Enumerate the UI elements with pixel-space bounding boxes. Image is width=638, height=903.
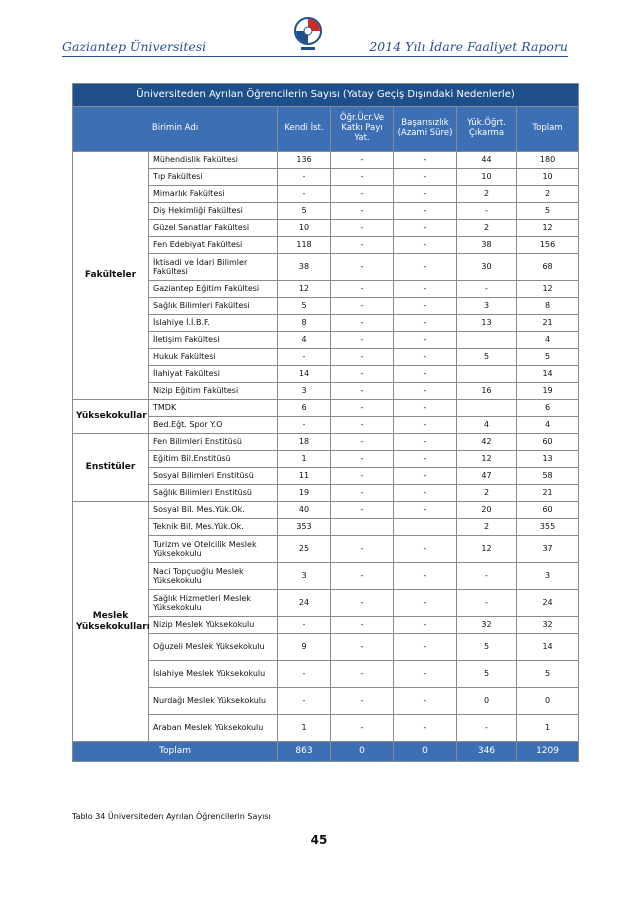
cell: 2 (457, 519, 517, 536)
cell: 4 (517, 332, 579, 349)
cell: 18 (278, 434, 331, 451)
cell: 38 (278, 254, 331, 281)
page-number: 45 (310, 833, 328, 847)
cell: - (278, 186, 331, 203)
cell: 136 (278, 152, 331, 169)
cell: - (394, 634, 457, 661)
cell: - (331, 366, 394, 383)
cell (457, 332, 517, 349)
unit-name: İslahiye İ.İ.B.F. (149, 315, 278, 332)
cell: 12 (517, 281, 579, 298)
cell: 4 (457, 417, 517, 434)
cell: - (331, 468, 394, 485)
cell: 1 (517, 715, 579, 742)
table-row (73, 661, 579, 688)
header-dismissal: Yük.Öğrt. Çıkarma (457, 107, 517, 152)
cell: 13 (457, 315, 517, 332)
cell (394, 519, 457, 536)
unit-name: Oğuzeli Meslek Yüksekokulu (149, 634, 278, 661)
table-row (73, 186, 579, 203)
unit-name: Gaziantep Eğitim Fakültesi (149, 281, 278, 298)
cell: - (331, 254, 394, 281)
group-vocational-schools: Meslek Yüksekokulları (73, 502, 149, 742)
cell: - (331, 237, 394, 254)
header-own-request: Kendi İst. (278, 107, 331, 152)
cell: 0 (457, 688, 517, 715)
cell: 118 (278, 237, 331, 254)
cell: 6 (278, 400, 331, 417)
unit-name: Naci Topçuoğlu Meslek Yüksekokulu (149, 563, 278, 590)
unit-name: Sağlık Bilimleri Enstitüsü (149, 485, 278, 502)
table-row (73, 332, 579, 349)
cell: - (394, 536, 457, 563)
cell: - (331, 169, 394, 186)
table-caption: Tablo 34 Üniversiteden Ayrılan Öğrencilerin Sayısı (72, 812, 271, 821)
cell: 19 (517, 383, 579, 400)
cell: 19 (278, 485, 331, 502)
cell: - (394, 617, 457, 634)
cell: - (331, 688, 394, 715)
cell: - (331, 434, 394, 451)
cell: 3 (278, 563, 331, 590)
unit-name: Güzel Sanatlar Fakültesi (149, 220, 278, 237)
cell: - (331, 634, 394, 661)
departures-table (72, 83, 579, 762)
unit-name: Nurdağı Meslek Yüksekokulu (149, 688, 278, 715)
cell: 24 (517, 590, 579, 617)
cell: - (331, 590, 394, 617)
cell: - (394, 383, 457, 400)
unit-name: Fen Bilimleri Enstitüsü (149, 434, 278, 451)
cell: - (394, 254, 457, 281)
table-row (73, 254, 579, 281)
cell: 20 (457, 502, 517, 519)
cell: 353 (278, 519, 331, 536)
table-row (73, 169, 579, 186)
unit-name: Eğitim Bil.Enstitüsü (149, 451, 278, 468)
cell: - (331, 186, 394, 203)
unit-name: İlahiyat Fakültesi (149, 366, 278, 383)
cell: - (331, 502, 394, 519)
table-row (73, 237, 579, 254)
cell: 1 (278, 451, 331, 468)
cell (457, 366, 517, 383)
cell: 58 (517, 468, 579, 485)
total-failure: 0 (394, 742, 457, 762)
cell: 3 (457, 298, 517, 315)
cell: 11 (278, 468, 331, 485)
cell: - (394, 688, 457, 715)
cell: 60 (517, 502, 579, 519)
header-right-title: 2014 Yılı İdare Faaliyet Raporu (369, 39, 568, 54)
cell: 13 (517, 451, 579, 468)
cell: - (278, 417, 331, 434)
unit-name: Sağlık Hizmetleri Meslek Yüksekokulu (149, 590, 278, 617)
cell: 10 (278, 220, 331, 237)
cell: 44 (457, 152, 517, 169)
table-row (73, 485, 579, 502)
cell: 5 (457, 634, 517, 661)
cell: 12 (517, 220, 579, 237)
cell: 9 (278, 634, 331, 661)
unit-name: Sosyal Bil. Mes.Yük.Ok. (149, 502, 278, 519)
cell: - (331, 281, 394, 298)
cell: 156 (517, 237, 579, 254)
cell: 2 (517, 186, 579, 203)
table-row (73, 298, 579, 315)
cell: 14 (278, 366, 331, 383)
cell: - (457, 590, 517, 617)
cell: - (394, 220, 457, 237)
cell: - (331, 315, 394, 332)
cell: - (394, 563, 457, 590)
cell: - (394, 434, 457, 451)
cell: - (278, 617, 331, 634)
table-row (73, 590, 579, 617)
unit-name: Mühendislik Fakültesi (149, 152, 278, 169)
cell: 47 (457, 468, 517, 485)
cell: - (394, 366, 457, 383)
cell: 24 (278, 590, 331, 617)
header-left-title: Gaziantep Üniversitesi (62, 39, 207, 54)
unit-name: Sosyal Bilimleri Enstitüsü (149, 468, 278, 485)
cell: 12 (278, 281, 331, 298)
group-institutes: Enstitüler (73, 434, 149, 502)
cell: - (394, 468, 457, 485)
cell: - (278, 661, 331, 688)
cell: - (457, 563, 517, 590)
unit-name: Sağlık Bilimleri Fakültesi (149, 298, 278, 315)
unit-name: Hukuk Fakültesi (149, 349, 278, 366)
group-schools: Yüksekokullar (73, 400, 149, 434)
total-dismissal: 346 (457, 742, 517, 762)
unit-name: Teknik Bil. Mes.Yük.Ok. (149, 519, 278, 536)
header-unit: Birimin Adı (73, 107, 278, 152)
cell: - (331, 451, 394, 468)
table-row (73, 688, 579, 715)
unit-name: Araban Meslek Yüksekokulu (149, 715, 278, 742)
cell: 8 (278, 315, 331, 332)
table-row (73, 220, 579, 237)
cell: 3 (517, 563, 579, 590)
cell: 40 (278, 502, 331, 519)
table-row (73, 203, 579, 220)
cell: - (331, 152, 394, 169)
cell: 5 (517, 349, 579, 366)
cell: - (457, 203, 517, 220)
cell (457, 400, 517, 417)
table-row (73, 417, 579, 434)
cell: - (394, 203, 457, 220)
cell: - (394, 332, 457, 349)
table-row (73, 400, 579, 417)
cell: - (394, 715, 457, 742)
cell: - (331, 203, 394, 220)
table-row (73, 715, 579, 742)
cell: 2 (457, 186, 517, 203)
table-row (73, 468, 579, 485)
cell: 5 (278, 298, 331, 315)
table-row (73, 634, 579, 661)
table-row (73, 315, 579, 332)
table-row (73, 383, 579, 400)
unit-name: Nizip Meslek Yüksekokulu (149, 617, 278, 634)
cell: 5 (278, 203, 331, 220)
cell: - (394, 590, 457, 617)
cell: - (394, 237, 457, 254)
cell: - (394, 417, 457, 434)
unit-name: İktisadi ve İdari Bilimler Fakültesi (149, 254, 278, 281)
header-fee: Öğr.Ücr.Ve Katkı Payı Yat. (331, 107, 394, 152)
cell: - (394, 349, 457, 366)
unit-name: Turizm ve Otelcilik Meslek Yüksekokulu (149, 536, 278, 563)
table-row (73, 434, 579, 451)
table-row (73, 366, 579, 383)
cell: 10 (517, 169, 579, 186)
unit-name: İslahiye Meslek Yüksekokulu (149, 661, 278, 688)
cell (331, 519, 394, 536)
unit-name: Mimarlık Fakültesi (149, 186, 278, 203)
university-logo-icon (291, 14, 325, 54)
header-total: Toplam (517, 107, 579, 152)
table-row (73, 563, 579, 590)
cell: - (278, 349, 331, 366)
cell: 10 (457, 169, 517, 186)
cell: 21 (517, 315, 579, 332)
cell: - (394, 169, 457, 186)
cell: 5 (457, 349, 517, 366)
total-sum: 1209 (517, 742, 579, 762)
cell: - (394, 315, 457, 332)
cell: 2 (457, 220, 517, 237)
cell: - (394, 152, 457, 169)
cell: - (331, 617, 394, 634)
cell: 8 (517, 298, 579, 315)
total-fee: 0 (331, 742, 394, 762)
table-row (73, 451, 579, 468)
table-row (73, 349, 579, 366)
cell: - (331, 715, 394, 742)
cell: - (278, 169, 331, 186)
cell: 355 (517, 519, 579, 536)
cell: 5 (517, 661, 579, 688)
table-row (73, 536, 579, 563)
cell: 25 (278, 536, 331, 563)
cell: - (394, 186, 457, 203)
unit-name: Diş Hekimliği Fakültesi (149, 203, 278, 220)
cell: 38 (457, 237, 517, 254)
cell: 30 (457, 254, 517, 281)
table-row (73, 502, 579, 519)
cell: - (394, 485, 457, 502)
cell: 6 (517, 400, 579, 417)
cell: - (394, 281, 457, 298)
cell: - (394, 661, 457, 688)
group-faculties: Fakülteler (73, 152, 149, 400)
cell: 21 (517, 485, 579, 502)
cell: 32 (457, 617, 517, 634)
cell: - (331, 332, 394, 349)
cell: 68 (517, 254, 579, 281)
header-failure: Başarısızlık (Azami Süre) (394, 107, 457, 152)
total-row (73, 742, 579, 762)
cell: - (331, 220, 394, 237)
cell: - (331, 661, 394, 688)
table-title: Üniversiteden Ayrılan Öğrencilerin Sayısı (Yatay Geçiş Dışındaki Nedenlerle) (73, 84, 579, 107)
header-divider (62, 56, 568, 57)
cell: 180 (517, 152, 579, 169)
cell: 5 (457, 661, 517, 688)
cell: 37 (517, 536, 579, 563)
cell: 12 (457, 536, 517, 563)
cell: - (331, 563, 394, 590)
cell: - (331, 383, 394, 400)
cell: 0 (517, 688, 579, 715)
cell: 60 (517, 434, 579, 451)
table-row (73, 281, 579, 298)
cell: - (394, 502, 457, 519)
unit-name: Fen Edebiyat Fakültesi (149, 237, 278, 254)
cell: 3 (278, 383, 331, 400)
unit-name: TMDK (149, 400, 278, 417)
cell: 14 (517, 366, 579, 383)
cell: - (457, 281, 517, 298)
cell: - (394, 400, 457, 417)
cell: - (278, 688, 331, 715)
cell: 4 (517, 417, 579, 434)
cell: 4 (278, 332, 331, 349)
cell: 1 (278, 715, 331, 742)
total-label: Toplam (73, 742, 278, 762)
unit-name: Tıp Fakültesi (149, 169, 278, 186)
cell: - (457, 715, 517, 742)
table-row (73, 519, 579, 536)
cell: 12 (457, 451, 517, 468)
cell: 42 (457, 434, 517, 451)
cell: - (331, 298, 394, 315)
cell: - (331, 536, 394, 563)
cell: - (331, 485, 394, 502)
cell: - (331, 349, 394, 366)
unit-name: Nizip Eğitim Fakültesi (149, 383, 278, 400)
cell: 2 (457, 485, 517, 502)
cell: - (394, 451, 457, 468)
unit-name: Bed.Eğt. Spor Y.O (149, 417, 278, 434)
total-own: 863 (278, 742, 331, 762)
cell: 16 (457, 383, 517, 400)
cell: 5 (517, 203, 579, 220)
cell: - (394, 298, 457, 315)
cell: - (331, 400, 394, 417)
unit-name: İletişim Fakültesi (149, 332, 278, 349)
cell: 14 (517, 634, 579, 661)
cell: - (331, 417, 394, 434)
table-row (73, 152, 579, 169)
cell: 32 (517, 617, 579, 634)
